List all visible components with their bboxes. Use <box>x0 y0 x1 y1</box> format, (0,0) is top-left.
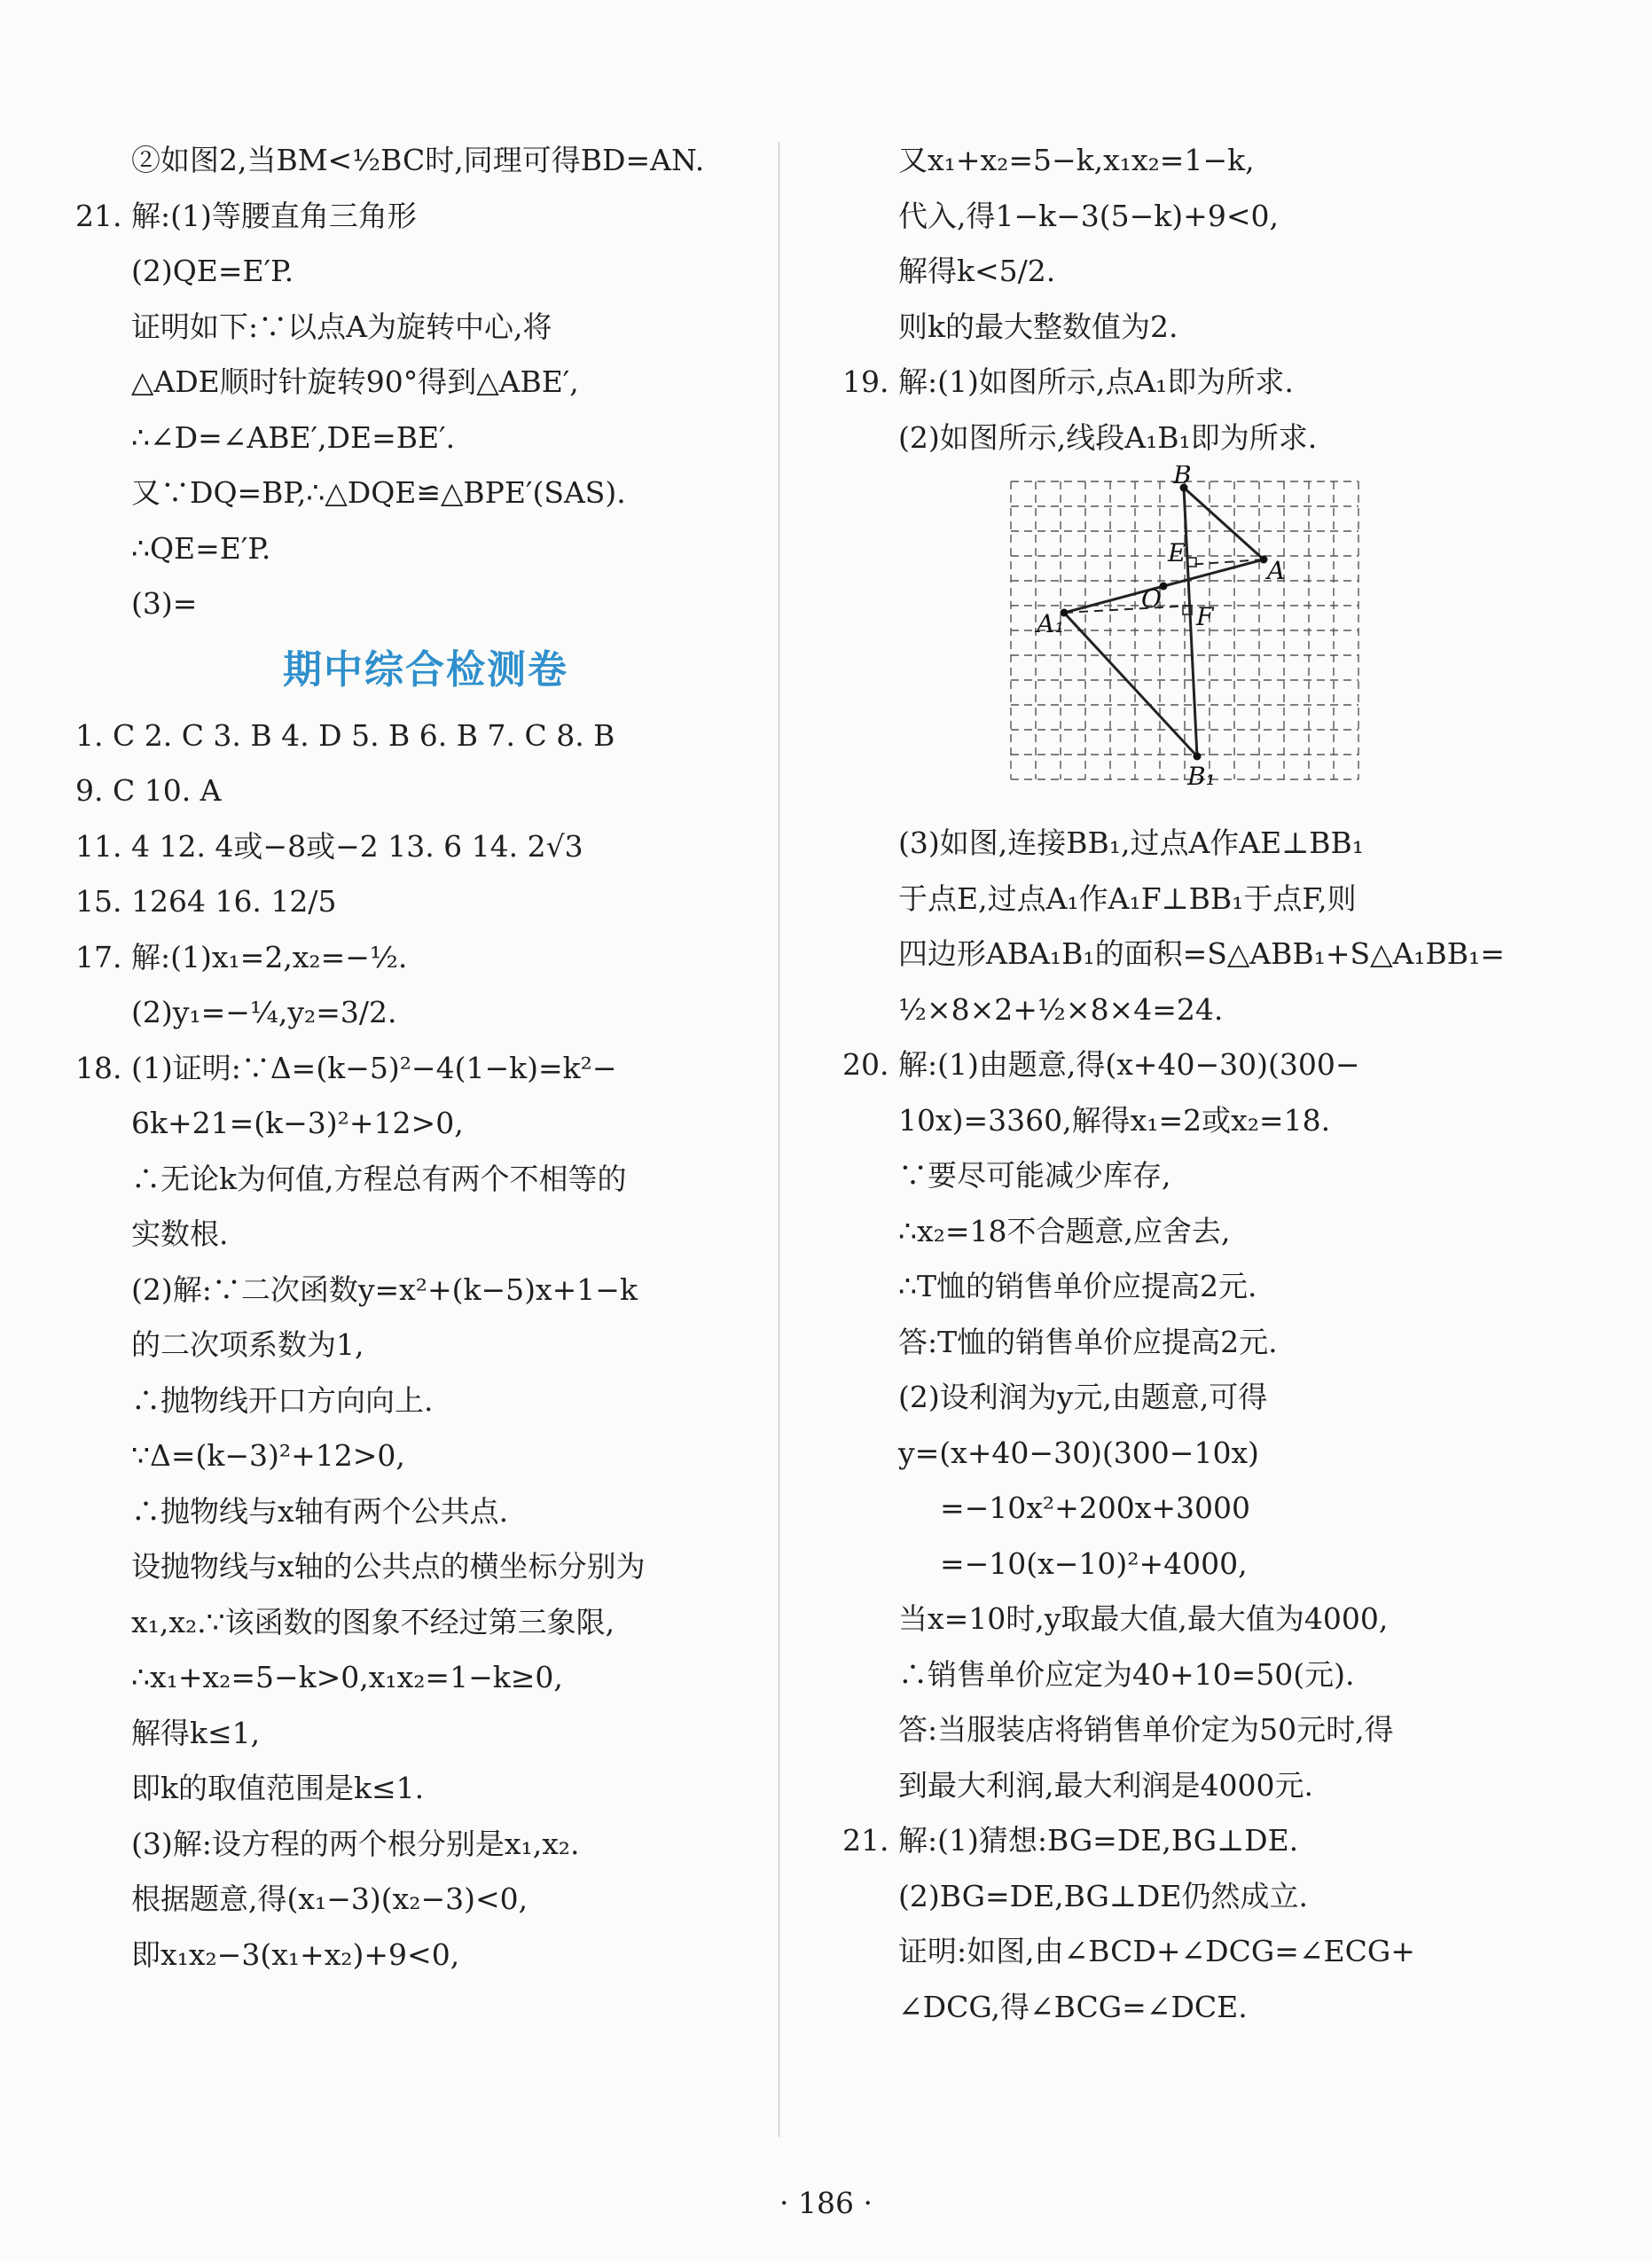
text-line: (2)y₁=−¼,y₂=3/2. <box>131 995 397 1029</box>
text-line: ∴抛物线开口方向向上. <box>131 1382 434 1418</box>
label-A1: A₁ <box>1037 609 1065 638</box>
text-line: y=(x+40−30)(300−10x) <box>898 1435 1259 1470</box>
text-line: 又x₁+x₂=5−k,x₁x₂=1−k, <box>898 143 1255 177</box>
quadrilateral-ABA1B1 <box>1064 488 1264 756</box>
text-line: ∴T恤的销售单价应提高2元. <box>898 1269 1257 1303</box>
text-line: (3)如图,连接BB₁,过点A作AE⊥BB₁ <box>898 825 1364 860</box>
text-line: 则k的最大整数值为2. <box>898 309 1178 344</box>
text-line: 解得k<5/2. <box>898 254 1056 288</box>
text-line: 答:T恤的销售单价应提高2元. <box>898 1324 1278 1359</box>
text-line: 10x)=3360,解得x₁=2或x₂=18. <box>898 1102 1331 1138</box>
text-line: 即k的取值范围是k≤1. <box>131 1771 425 1805</box>
left-column <box>75 133 776 1983</box>
text-line: 又∵DQ=BP,∴△DQE≌△BPE′(SAS). <box>131 475 626 510</box>
text-line: 9. C 10. A <box>75 773 222 808</box>
text-line: 实数根. <box>131 1217 229 1251</box>
text-line: 即x₁x₂−3(x₁+x₂)+9<0, <box>131 1936 460 1972</box>
text-line: =−10x²+200x+3000 <box>940 1490 1251 1525</box>
text-line: ∴∠D=∠ABE′,DE=BE′. <box>131 419 456 455</box>
section-title: 期中综合检测卷 <box>283 646 568 692</box>
text-line: (3)= <box>131 586 198 621</box>
right-bottom-block <box>842 816 1505 2035</box>
label-E: E <box>1168 538 1186 567</box>
label-F: F <box>1196 602 1214 631</box>
text-line: ∴销售单价应定为40+10=50(元). <box>898 1656 1355 1692</box>
text-line: 代入,得1−k−3(5−k)+9<0, <box>898 198 1279 233</box>
quadrilateral-figure <box>998 466 1370 816</box>
text-line: =−10(x−10)²+4000, <box>940 1545 1248 1581</box>
text-line: ∴无论k为何值,方程总有两个不相等的 <box>131 1161 627 1196</box>
right-column <box>842 133 1505 2035</box>
text-line: 17. 解:(1)x₁=2,x₂=−½. <box>75 939 408 974</box>
text-line: 1. C 2. C 3. B 4. D 5. B 6. B 7. C 8. B <box>75 717 615 753</box>
text-line: ∵要尽可能减少库存, <box>898 1158 1171 1193</box>
text-line: 15. 1264 16. 12/5 <box>75 884 337 919</box>
text-line: 根据题意,得(x₁−3)(x₂−3)<0, <box>131 1882 528 1916</box>
page-number: · 186 · <box>779 2186 873 2220</box>
text-line: 18. (1)证明:∵Δ=(k−5)²−4(1−k)=k²− <box>75 1050 617 1085</box>
text-line: △ADE顺时针旋转90°得到△ABE′, <box>131 364 579 399</box>
text-line: 到最大利润,最大利润是4000元. <box>898 1767 1313 1803</box>
text-line: (2)QE=E′P. <box>131 254 294 288</box>
text-line: 6k+21=(k−3)²+12>0, <box>131 1106 464 1140</box>
text-line: (2)解:∵二次函数y=x²+(k−5)x+1−k <box>131 1271 638 1307</box>
text-line: 答:当服装店将销售单价定为50元时,得 <box>898 1712 1394 1747</box>
text-line: 于点E,过点A₁作A₁F⊥BB₁于点F,则 <box>898 880 1357 916</box>
text-line: ∴x₂=18不合题意,应舍去, <box>898 1213 1231 1248</box>
label-B: B <box>1173 466 1192 489</box>
text-line: (2)BG=DE,BG⊥DE仍然成立. <box>898 1878 1308 1913</box>
grid-figure <box>842 466 1481 816</box>
label-O: O <box>1141 584 1162 614</box>
label-B1: B₁ <box>1187 762 1216 791</box>
text-line: 21. 解:(1)等腰直角三角形 <box>75 198 417 233</box>
text-line: 设抛物线与x轴的公共点的横坐标分别为 <box>131 1549 646 1584</box>
text-line: ∴QE=E′P. <box>131 530 271 566</box>
text-line: ½×8×2+½×8×4=24. <box>898 991 1224 1027</box>
text-line: ②如图2,当BM<½BC时,同理可得BD=AN. <box>131 143 705 177</box>
text-line: 证明:如图,由∠BCD+∠DCG=∠ECG+ <box>898 1934 1415 1968</box>
text-line: 11. 4 12. 4或−8或−2 13. 6 14. 2√3 <box>75 828 583 864</box>
text-line: (2)如图所示,线段A₁B₁即为所求. <box>898 419 1318 455</box>
text-line: (2)设利润为y元,由题意,可得 <box>898 1380 1268 1414</box>
text-line: ∴抛物线与x轴有两个公共点. <box>131 1493 509 1529</box>
point-B1 <box>1194 753 1202 761</box>
text-line: 的二次项系数为1, <box>131 1327 364 1362</box>
text-line: x₁,x₂.∵该函数的图象不经过第三象限, <box>131 1604 615 1639</box>
text-line: 四边形ABA₁B₁的面积=S△ABB₁+S△A₁BB₁= <box>898 936 1505 971</box>
text-line: ∠DCG,得∠BCG=∠DCE. <box>898 1989 1248 2024</box>
text-line: 解得k≤1, <box>131 1715 261 1750</box>
text-line: 当x=10时,y取最大值,最大值为4000, <box>898 1601 1389 1636</box>
text-line: 证明如下:∵以点A为旋转中心,将 <box>131 309 552 344</box>
text-line: 21. 解:(1)猜想:BG=DE,BG⊥DE. <box>842 1823 1299 1858</box>
text-line: ∵Δ=(k−3)²+12>0, <box>131 1438 405 1473</box>
label-A: A <box>1267 556 1286 585</box>
text-line: (3)解:设方程的两个根分别是x₁,x₂. <box>131 1826 580 1861</box>
right-top-block <box>842 133 1481 466</box>
text-line: ∴x₁+x₂=5−k>0,x₁x₂=1−k≥0, <box>131 1660 563 1694</box>
text-line: 20. 解:(1)由题意,得(x+40−30)(300− <box>842 1047 1360 1082</box>
text-line: 19. 解:(1)如图所示,点A₁即为所求. <box>842 364 1294 399</box>
